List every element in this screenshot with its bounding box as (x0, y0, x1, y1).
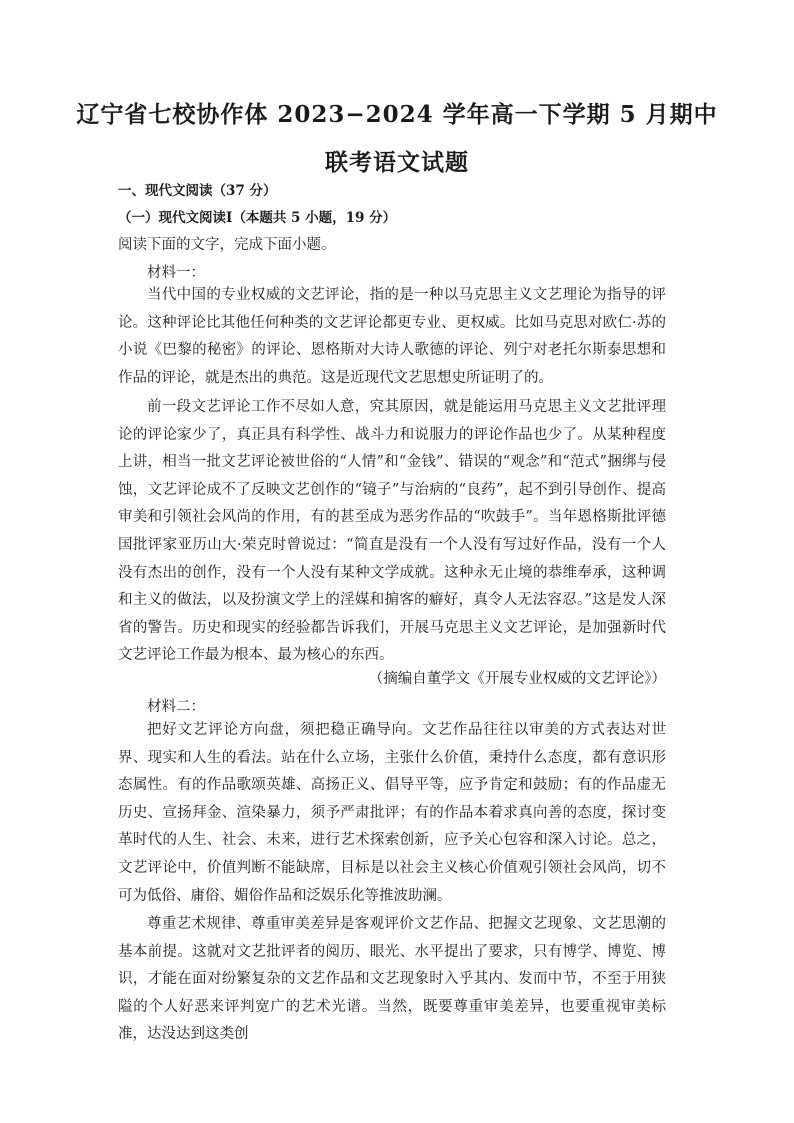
instruction: 阅读下面的文字，完成下面小题。 (118, 237, 336, 253)
material-1-paragraph-1: 当代中国的专业权威的文艺评论，指的是一种以马克思主义文艺理论为指导的评论。这种评论比其他任何种类的文艺评论都更专业、更权威。比如马克思对欧仁·苏的小说《巴黎的秘密》的评论、恩格斯对大诗人歌德的评论、列宁对老托尔斯泰思想和作品的评论，就是杰出的典范。这是近现代文艺思想史所证明了的。 (118, 287, 666, 386)
section-heading: 一、现代文阅读（37 分） (118, 183, 277, 199)
material-1-source: （摘编自董学文《开展专业权威的文艺评论》） (368, 671, 666, 687)
material-1-paragraph-2: 前一段文艺评论工作不尽如人意，究其原因，就是能运用马克思主义文艺批评理论的评论家少了，真正具有科学性、战斗力和说服力的评论作品也少了。从某种程度上讲，相当一批文艺评论被世俗的“人情”和“金钱”、错误的“观念”和“范式”捆绑与侵蚀，文艺评论成不了反映文艺创作的“镜子”与治病的“良药”，起不到引导创作、提高审美和引领社会风尚的作用，有的甚至成为恶劣作品的“吹鼓手”。当年恩格斯批评德国批评家亚历山大·荣克时曾说过：“简直是没有一个人没有写过好作品，没有一个人没有杰出的创作，没有一个人没有某种文学成就。这种永无止境的恭维奉承，这种调和主义的做法，以及扮演文学上的淫媒和掮客的癖好，真令人无法容忍。”这是发人深省的警告。历史和现实的经验都告诉我们，开展马克思主义文艺评论，是加强新时代文艺评论工作最为根本、最为核心的东西。 (118, 399, 666, 664)
title-line-1: 辽宁省七校协作体 2023−2024 学年高一下学期 5 月期中 (76, 101, 718, 128)
material-1-label: 材料一： (147, 265, 205, 281)
subsection-heading: （一）现代文阅读Ⅰ（本题共 5 小题，19 分） (118, 210, 397, 226)
title-line-2: 联考语文试题 (325, 149, 469, 176)
material-2-label: 材料二： (147, 699, 205, 715)
material-2-paragraph-1: 把好文艺评论方向盘，须把稳正确导向。文艺作品往往以审美的方式表达对世界、现实和人生的看法。站在什么立场，主张什么价值，秉持什么态度，都有意识形态属性。有的作品歌颂英雄、高扬正义、倡导平等，应予肯定和鼓励；有的作品虚无历史、宣扬拜金、渲染暴力，须予严肃批评；有的作品本着求真向善的态度，探讨变革时代的人生、社会、未来，进行艺术探索创新，应予关心包容和深入讨论。总之，文艺评论中，价值判断不能缺席，目标是以社会主义核心价值观引领社会风尚，切不可为低俗、庸俗、媚俗作品和泛娱乐化等推波助澜。 (118, 722, 666, 904)
material-2-paragraph-2: 尊重艺术规律、尊重审美差异是客观评价文艺作品、把握文艺现象、文艺思潮的基本前提。这就对文艺批评者的阅历、眼光、水平提出了要求，只有博学、博览、博识，才能在面对纷繁复杂的文艺作品和文艺现象时入乎其内、发而中节，不至于用狭隘的个人好恶来评判宽广的艺术光谱。当然，既要尊重审美差异，也要重视审美标准，达没达到这类创 (118, 916, 666, 1043)
